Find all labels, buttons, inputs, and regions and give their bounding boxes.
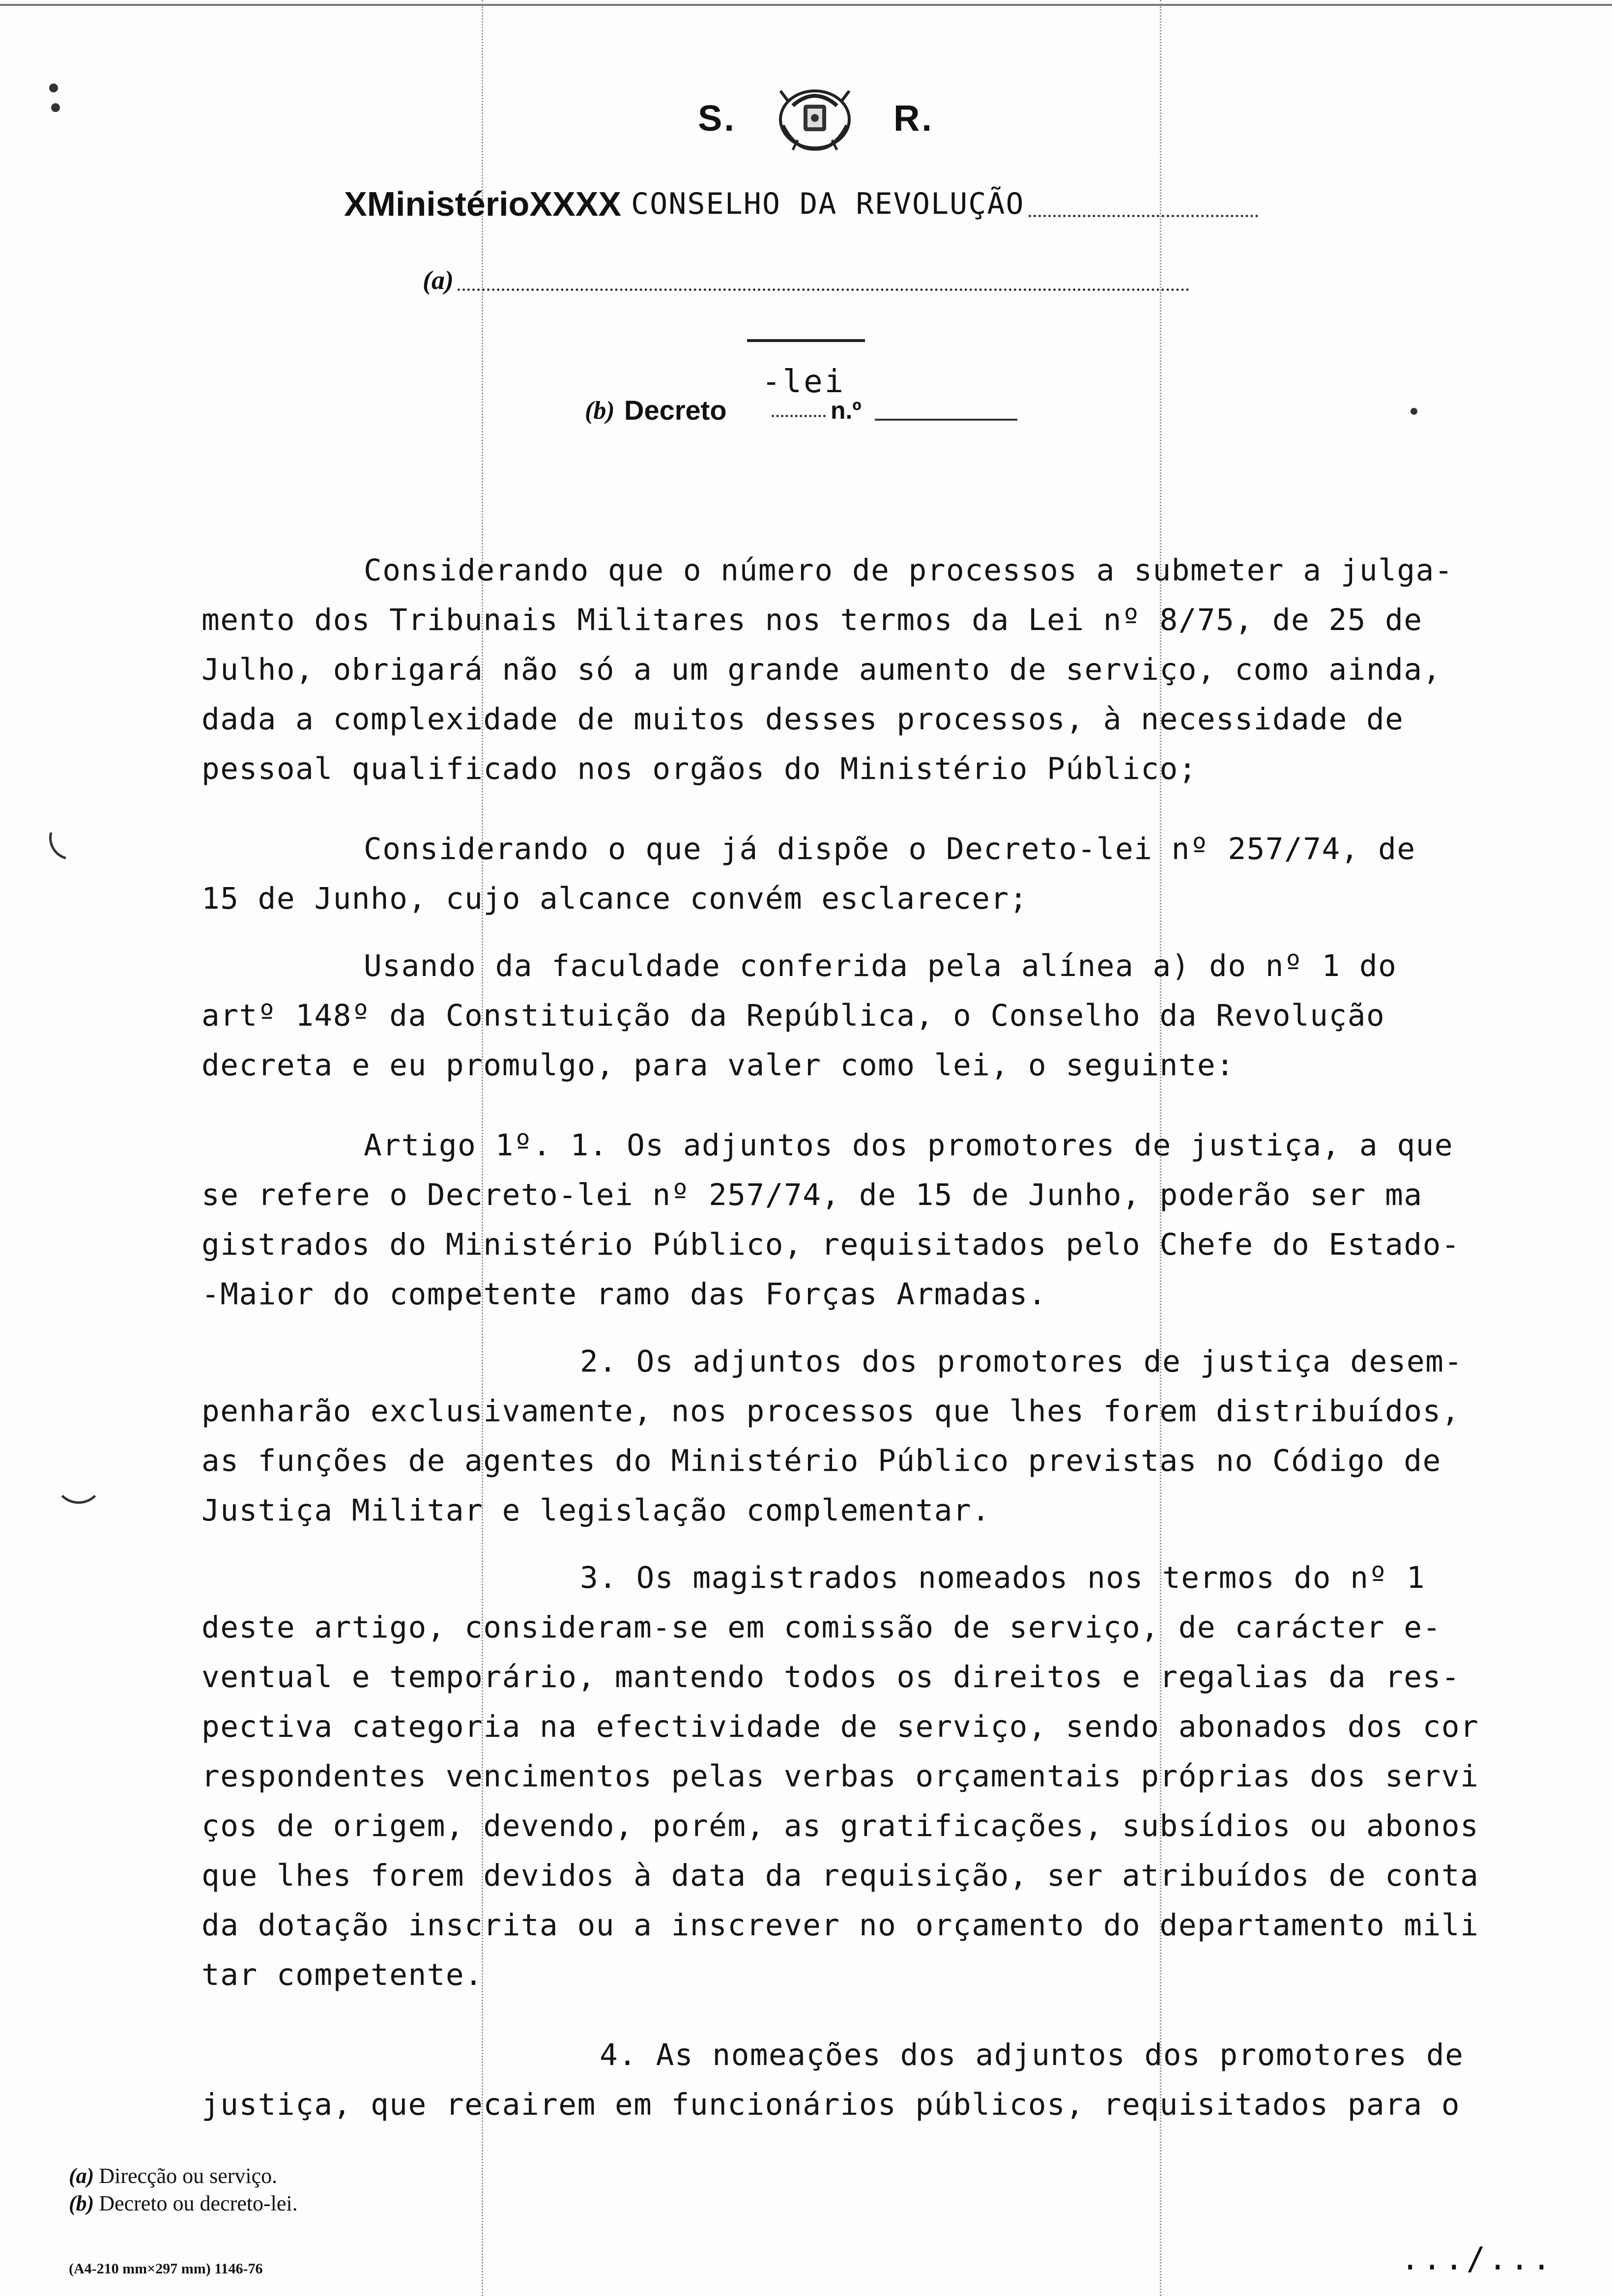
footnote-a — [69, 2162, 511, 2190]
header-separator-rule — [747, 339, 865, 342]
decree-marker: (b) — [585, 397, 615, 425]
decree-dotted-line — [772, 415, 826, 417]
preamble-paragraph-2: Considerando o que já dispõe o Decreto-lei nº 257/74, de 15 de Junho, cujo alcance convém esclarecer; — [202, 832, 1416, 916]
ministry-field — [344, 177, 1258, 226]
header-republic-mark — [698, 79, 934, 157]
footnote-b-text: Decreto ou decreto-lei. — [99, 2191, 298, 2215]
decree-number-label: n.º — [831, 397, 862, 424]
ministry-value: CONSELHO DA REVOLUÇÃO — [631, 187, 1025, 221]
decree-word: Decreto — [624, 395, 727, 426]
article-1-paragraph-2: 2. Os adjuntos dos promotores de justiça desem- penharão exclusivamente, nos processos que lhes forem distribuídos, as funções de agentes do Ministério Público previstas no Código de Justiça Militar e legislação complementar. — [202, 1344, 1463, 1528]
preamble-paragraph-1: Considerando que o número de processos a submeter a julga- mento dos Tribunais Militares nos termos da Lei nº 8/75, de 25 de Julho, obrigará não só a um grande aumento de serviço, como ainda, dada a complexidade de muitos desses processos, à necessidade de pessoal qualificado nos orgãos do Ministério Público; — [202, 553, 1454, 786]
scan-mark — [1410, 408, 1417, 415]
direction-field-label: (a) — [423, 265, 454, 295]
footnotes — [69, 2162, 511, 2217]
footnote-b — [69, 2190, 511, 2217]
article-1-paragraph-1: Artigo 1º. 1. Os adjuntos dos promotores de justiça, a que se refere o Decreto-lei nº 257/74, de 15 de Junho, poderão ser ma gistrados do Ministério Público, requisitados pelo Chefe do Estado- -Maior do competente ramo das Forças Armadas. — [202, 1128, 1461, 1312]
footnote-a-text: Direcção ou serviço. — [99, 2164, 278, 2188]
coat-of-arms-icon — [773, 81, 857, 155]
header-letter-r: R. — [893, 97, 934, 139]
article-1-paragraph-4: 4. As nomeações dos adjuntos dos promotores de justiça, que recairem em funcionários públicos, requisitados para o — [202, 2038, 1464, 2122]
enacting-paragraph: Usando da faculdade conferida pela alínea a) do nº 1 do artº 148º da Constituição da República, o Conselho da Revolução decreta e eu promulgo, para valer como lei, o seguinte: — [202, 948, 1397, 1083]
scan-arc-mark — [41, 808, 102, 868]
decree-number-field — [585, 364, 1027, 428]
scan-mark — [49, 84, 58, 92]
scan-mark — [51, 103, 60, 112]
article-1-paragraph-3: 3. Os magistrados nomeados nos termos do nº 1 deste artigo, consideram-se em comissão de serviço, de carácter e- ventual e temporário, mantendo todos os direitos e regalias da res- pectiva categoria na efectividade de serviço, sendo abonados dos cor respondentes vencimentos pelas verbas orçamentais próprias dos servi ços de origem, devendo, porém, as gratificações, subsídios ou abonos que lhes forem devidos à data da requisição, ser atribuídos de conta da dotação inscrita ou a inscrever no orçamento do departamento mili tar competente. — [202, 1560, 1479, 1992]
footnote-a-key: (a) — [69, 2164, 94, 2188]
footnote-b-key: (b) — [69, 2191, 94, 2215]
top-edge-rule — [0, 4, 1612, 6]
ministry-dotted-line — [1029, 215, 1258, 217]
header-letter-s: S. — [698, 97, 736, 139]
decree-body — [202, 545, 1568, 2129]
direction-dotted-line — [458, 288, 1189, 291]
decree-number-rule — [875, 419, 1017, 421]
form-format-code: (A4-210 mm×297 mm) 1146-76 — [69, 2261, 263, 2277]
direction-field — [423, 256, 1189, 300]
continuation-mark: .../... — [1401, 2241, 1554, 2277]
decree-suffix: -lei — [762, 364, 846, 400]
ministry-label: XMinistérioXXXX — [344, 185, 622, 223]
scan-arc-mark — [54, 1455, 103, 1504]
